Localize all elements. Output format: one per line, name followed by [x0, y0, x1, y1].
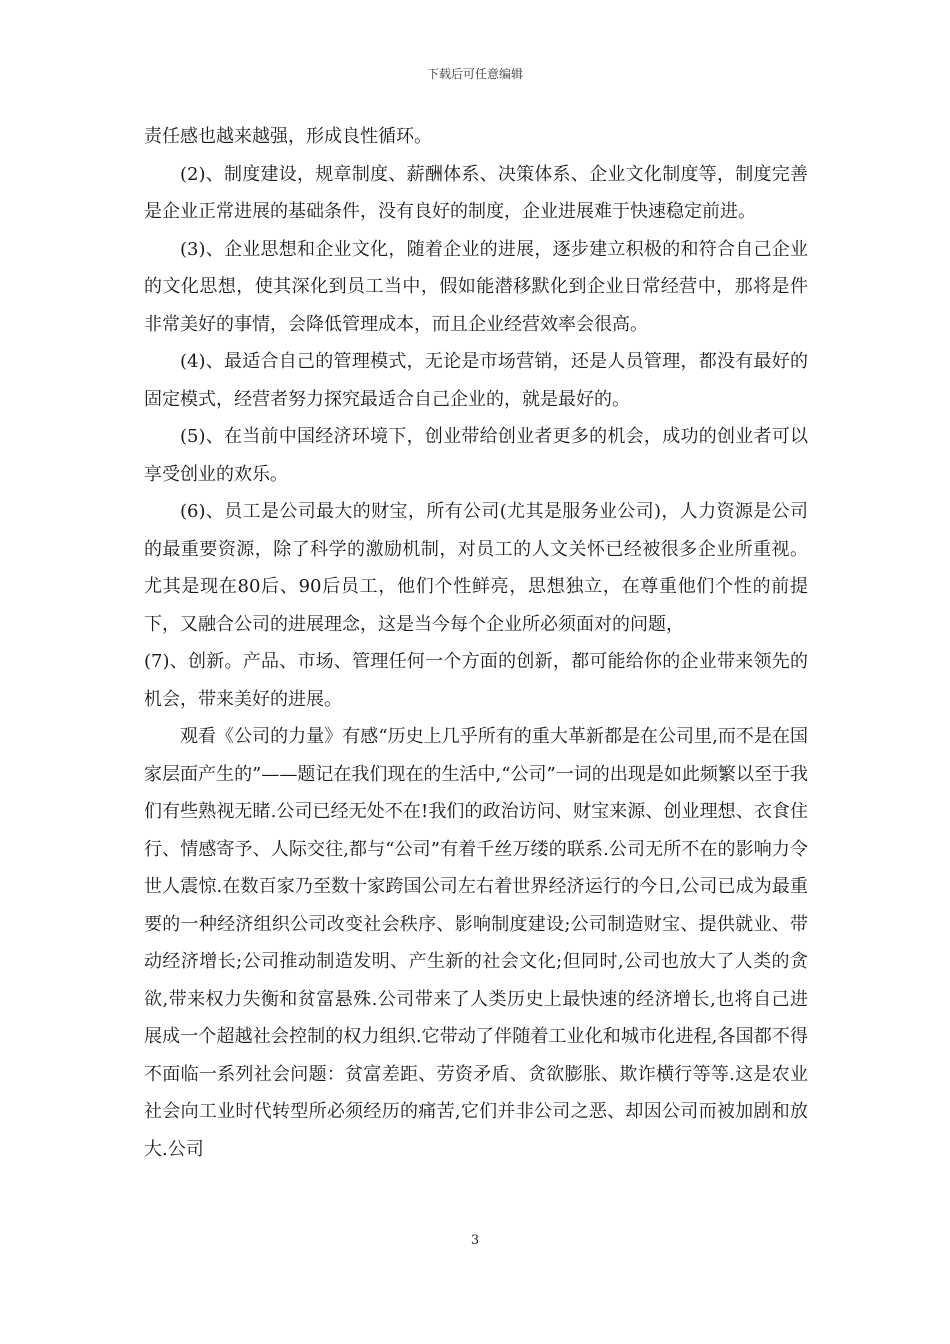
page-number: 3	[470, 1233, 480, 1248]
paragraph-continuation: 责任感也越来越强，形成良性循环。	[144, 126, 432, 147]
paragraph-review: 观看《公司的力量》有感“历史上几乎所有的重大革新都是在公司里,而不是在国家层面产生的”——题记在我们现在的生活中,“公司”一词的出现是如此频繁以至于我们有些熟视无睹.公司已经无处不在!我们的政治访问、财宝来源、创业理想、衣食住行、情感寄予、人际交往,都与“公司”有着千丝万缕的联系.公司无所不在的影响力令世人震惊.在数百家乃至数十家跨国公司左右着世界经济运行的今日,公司已成为最重要的一种经济组织公司改变社会秩序、影响制度建设;公司制造财宝、提供就业、带动经济增长;公司推动制造发明、产生新的社会文化;但同时,公司也放大了人类的贪欲,带来权力失衡和贫富悬殊.公司带来了人类历史上最快速的经济增长,也将自己进展成一个超越社会控制的权力组织.它带动了伴随着工业化和城市化进程,各国都不得不面临一系列社会问题：贫富差距、劳资矛盾、贪欲膨胀、欺诈横行等等.这是农业社会向工业时代转型所必须经历的痛苦,它们并非公司之恶、却因公司而被加剧和放大.公司	[144, 726, 808, 1160]
paragraph-item-7: (7)、创新。产品、市场、管理任何一个方面的创新，都可能给你的企业带来领先的机会，带来美好的进展。	[144, 651, 808, 710]
paragraph-item-5: (5)、在当前中国经济环境下，创业带给创业者更多的机会，成功的创业者可以享受创业的欢乐。	[144, 426, 808, 485]
page-header: 下载后可任意编辑	[426, 67, 523, 81]
document-body	[144, 118, 808, 1168]
paragraph-item-2: (2)、制度建设，规章制度、薪酬体系、决策体系、企业文化制度等，制度完善是企业正常进展的基础条件，没有良好的制度，企业进展难于快速稳定前进。	[144, 163, 808, 222]
paragraph-item-3: (3)、企业思想和企业文化，随着企业的进展，逐步建立积极的和符合自己企业的文化思想，使其深化到员工当中，假如能潜移默化到企业日常经营中，那将是件非常美好的事情，会降低管理成本，而且企业经营效率会很高。	[144, 238, 808, 335]
paragraph-item-6: (6)、员工是公司最大的财宝，所有公司(尤其是服务业公司)，人力资源是公司的最重要资源，除了科学的激励机制，对员工的人文关怀已经被很多企业所重视。尤其是现在80后、90后员工，他们个性鲜亮，思想独立，在尊重他们个性的前提下，又融合公司的进展理念，这是当今每个企业所必须面对的问题，	[144, 501, 808, 635]
paragraph-item-4: (4)、最适合自己的管理模式，无论是市场营销，还是人员管理，都没有最好的固定模式，经营者努力探究最适合自己企业的，就是最好的。	[144, 351, 808, 410]
